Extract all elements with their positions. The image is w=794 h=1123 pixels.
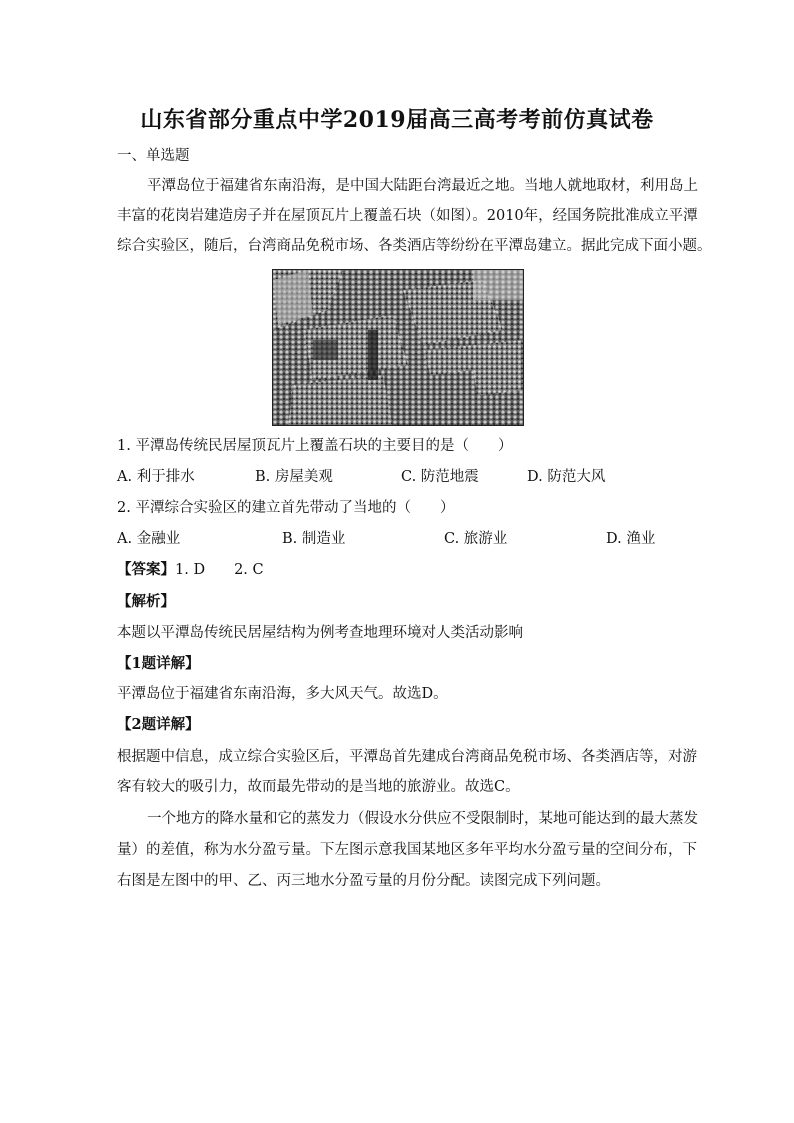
q2-option-b[interactable]: B. 制造业 [282,531,346,547]
question-1-stem: 1. 平潭岛传统民居屋顶瓦片上覆盖石块的主要目的是（ ） [117,438,513,454]
answer-label: 【答案】 [117,561,175,578]
answer-text: 1. D 2. C [175,562,264,578]
detail-2-line: 客有较大的吸引力，故而最先带动的是当地的旅游业。故选C。 [117,779,520,795]
section-heading: 一、单选题 [117,148,190,164]
answer-row [117,560,264,580]
detail-2-line: 根据题中信息，成立综合实验区后，平潭岛首先建成台湾商品免税市场、各类酒店等，对游 [117,749,697,765]
question-2-stem: 2. 平潭综合实验区的建立首先带动了当地的（ ） [117,500,455,516]
passage1-line: 综合实验区，随后，台湾商品免税市场、各类酒店等纷纷在平潭岛建立。据此完成下面小题。 [117,238,712,254]
q1-option-d[interactable]: D. 防范大风 [527,469,606,485]
q2-option-d[interactable]: D. 渔业 [606,531,656,547]
analysis-text: 本题以平潭岛传统民居屋结构为例考查地理环境对人类活动影响 [117,625,523,641]
passage2-line: 一个地方的降水量和它的蒸发力（假设水分供应不受限制时，某地可能达到的最大蒸发 [147,811,698,827]
q1-option-b[interactable]: B. 房屋美观 [255,469,333,485]
passage2-line: 量）的差值，称为水分盈亏量。下左图示意我国某地区多年平均水分盈亏量的空间分布，下 [117,842,697,858]
detail-2-label: 【2题详解】 [117,716,200,733]
passage2-line: 右图是左图中的甲、乙、丙三地水分盈亏量的月份分配。读图完成下列问题。 [117,873,610,889]
detail-1-text: 平潭岛位于福建省东南沿海，多大风天气。故选D。 [117,686,448,702]
passage1-line: 丰富的花岗岩建造房子并在屋顶瓦片上覆盖石块（如图）。2010年，经国务院批准成立平潭 [117,208,698,224]
detail-1-label: 【1题详解】 [117,655,200,672]
q2-option-c[interactable]: C. 旅游业 [444,531,508,547]
q2-option-a[interactable]: A. 金融业 [117,531,181,547]
page-title: 山东省部分重点中学2019届高三高考考前仿真试卷 [140,107,654,133]
q1-option-a[interactable]: A. 利于排水 [117,469,195,485]
roof-photo-drawing [273,270,524,426]
passage1-line: 平潭岛位于福建省东南沿海，是中国大陆距台湾最近之地。当地人就地取材，利用岛上 [147,178,698,194]
analysis-label: 【解析】 [117,593,175,610]
stone-roof-photo [272,269,524,426]
q1-option-c[interactable]: C. 防范地震 [401,469,479,485]
